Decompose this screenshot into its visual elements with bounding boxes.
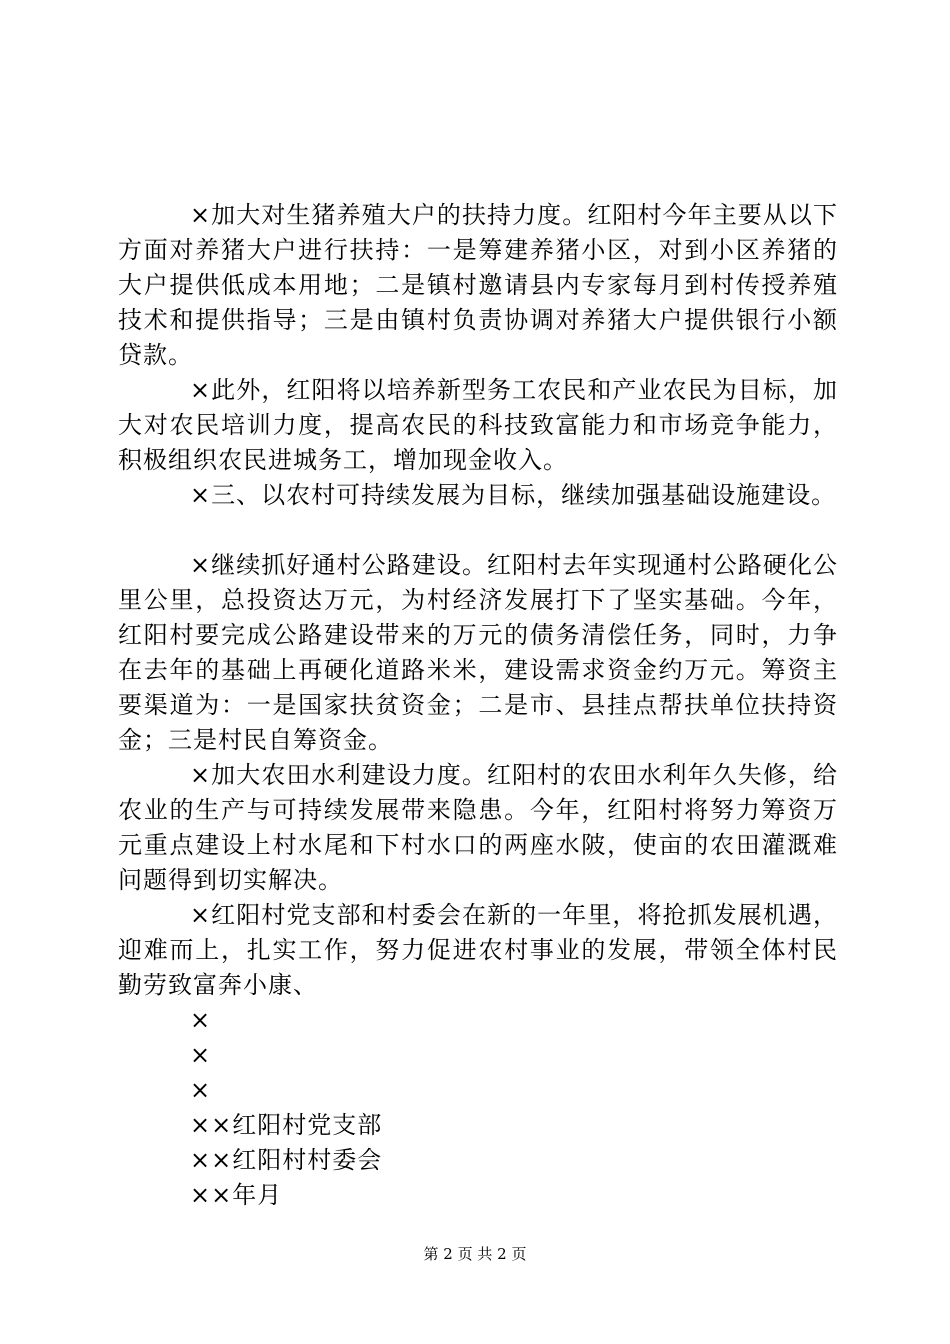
placeholder-line: ×	[190, 1006, 212, 1034]
paragraph-farmer-training: ×此外，红阳将以培养新型务工农民和产业农民为目标，加大对农民培训力度，提高农民的科技致富能力和市场竞争能力，积极组织农民进城务工，增加现金收入。	[118, 376, 838, 474]
placeholder-line: ×	[190, 1041, 212, 1069]
paragraph-closing: ×红阳村党支部和村委会在新的一年里，将抢抓发展机遇，迎难而上，扎实工作，努力促进农村事业的发展，带领全体村民勤劳致富奔小康、	[118, 901, 838, 999]
section-heading-infrastructure: ×三、以农村可持续发展为目标，继续加强基础设施建设。	[190, 481, 837, 509]
paragraph-pig-farming-support: ×加大对生猪养殖大户的扶持力度。红阳村今年主要从以下方面对养猪大户进行扶持：一是筹建养猪小区，对到小区养猪的大户提供低成本用地；二是镇村邀请县内专家每月到村传授养殖技术和提供指导；三是由镇村负责协调对养猪大户提供银行小额贷款。	[118, 201, 838, 369]
signature-date: ××年月	[190, 1181, 283, 1209]
placeholder-line: ×	[190, 1076, 212, 1104]
document-body	[118, 198, 838, 1213]
paragraph-gap	[118, 513, 838, 548]
signature-party-branch: ××红阳村党支部	[190, 1111, 383, 1139]
signature-village-committee: ××红阳村村委会	[190, 1146, 383, 1174]
paragraph-irrigation: ×加大农田水利建设力度。红阳村的农田水利年久失修，给农业的生产与可持续发展带来隐患。今年，红阳村将努力筹资万元重点建设上村水尾和下村水口的两座水陂，使亩的农田灌溉难问题得到切实解决。	[118, 761, 838, 894]
paragraph-road-construction: ×继续抓好通村公路建设。红阳村去年实现通村公路硬化公里公里，总投资达万元，为村经济发展打下了坚实基础。今年，红阳村要完成公路建设带来的万元的债务清偿任务，同时，力争在去年的基础上再硬化道路米米，建设需求资金约万元。筹资主要渠道为：一是国家扶贫资金；二是市、县挂点帮扶单位扶持资金；三是村民自筹资金。	[118, 551, 838, 754]
page-number-footer: 第 2 页 共 2 页	[423, 1245, 527, 1263]
